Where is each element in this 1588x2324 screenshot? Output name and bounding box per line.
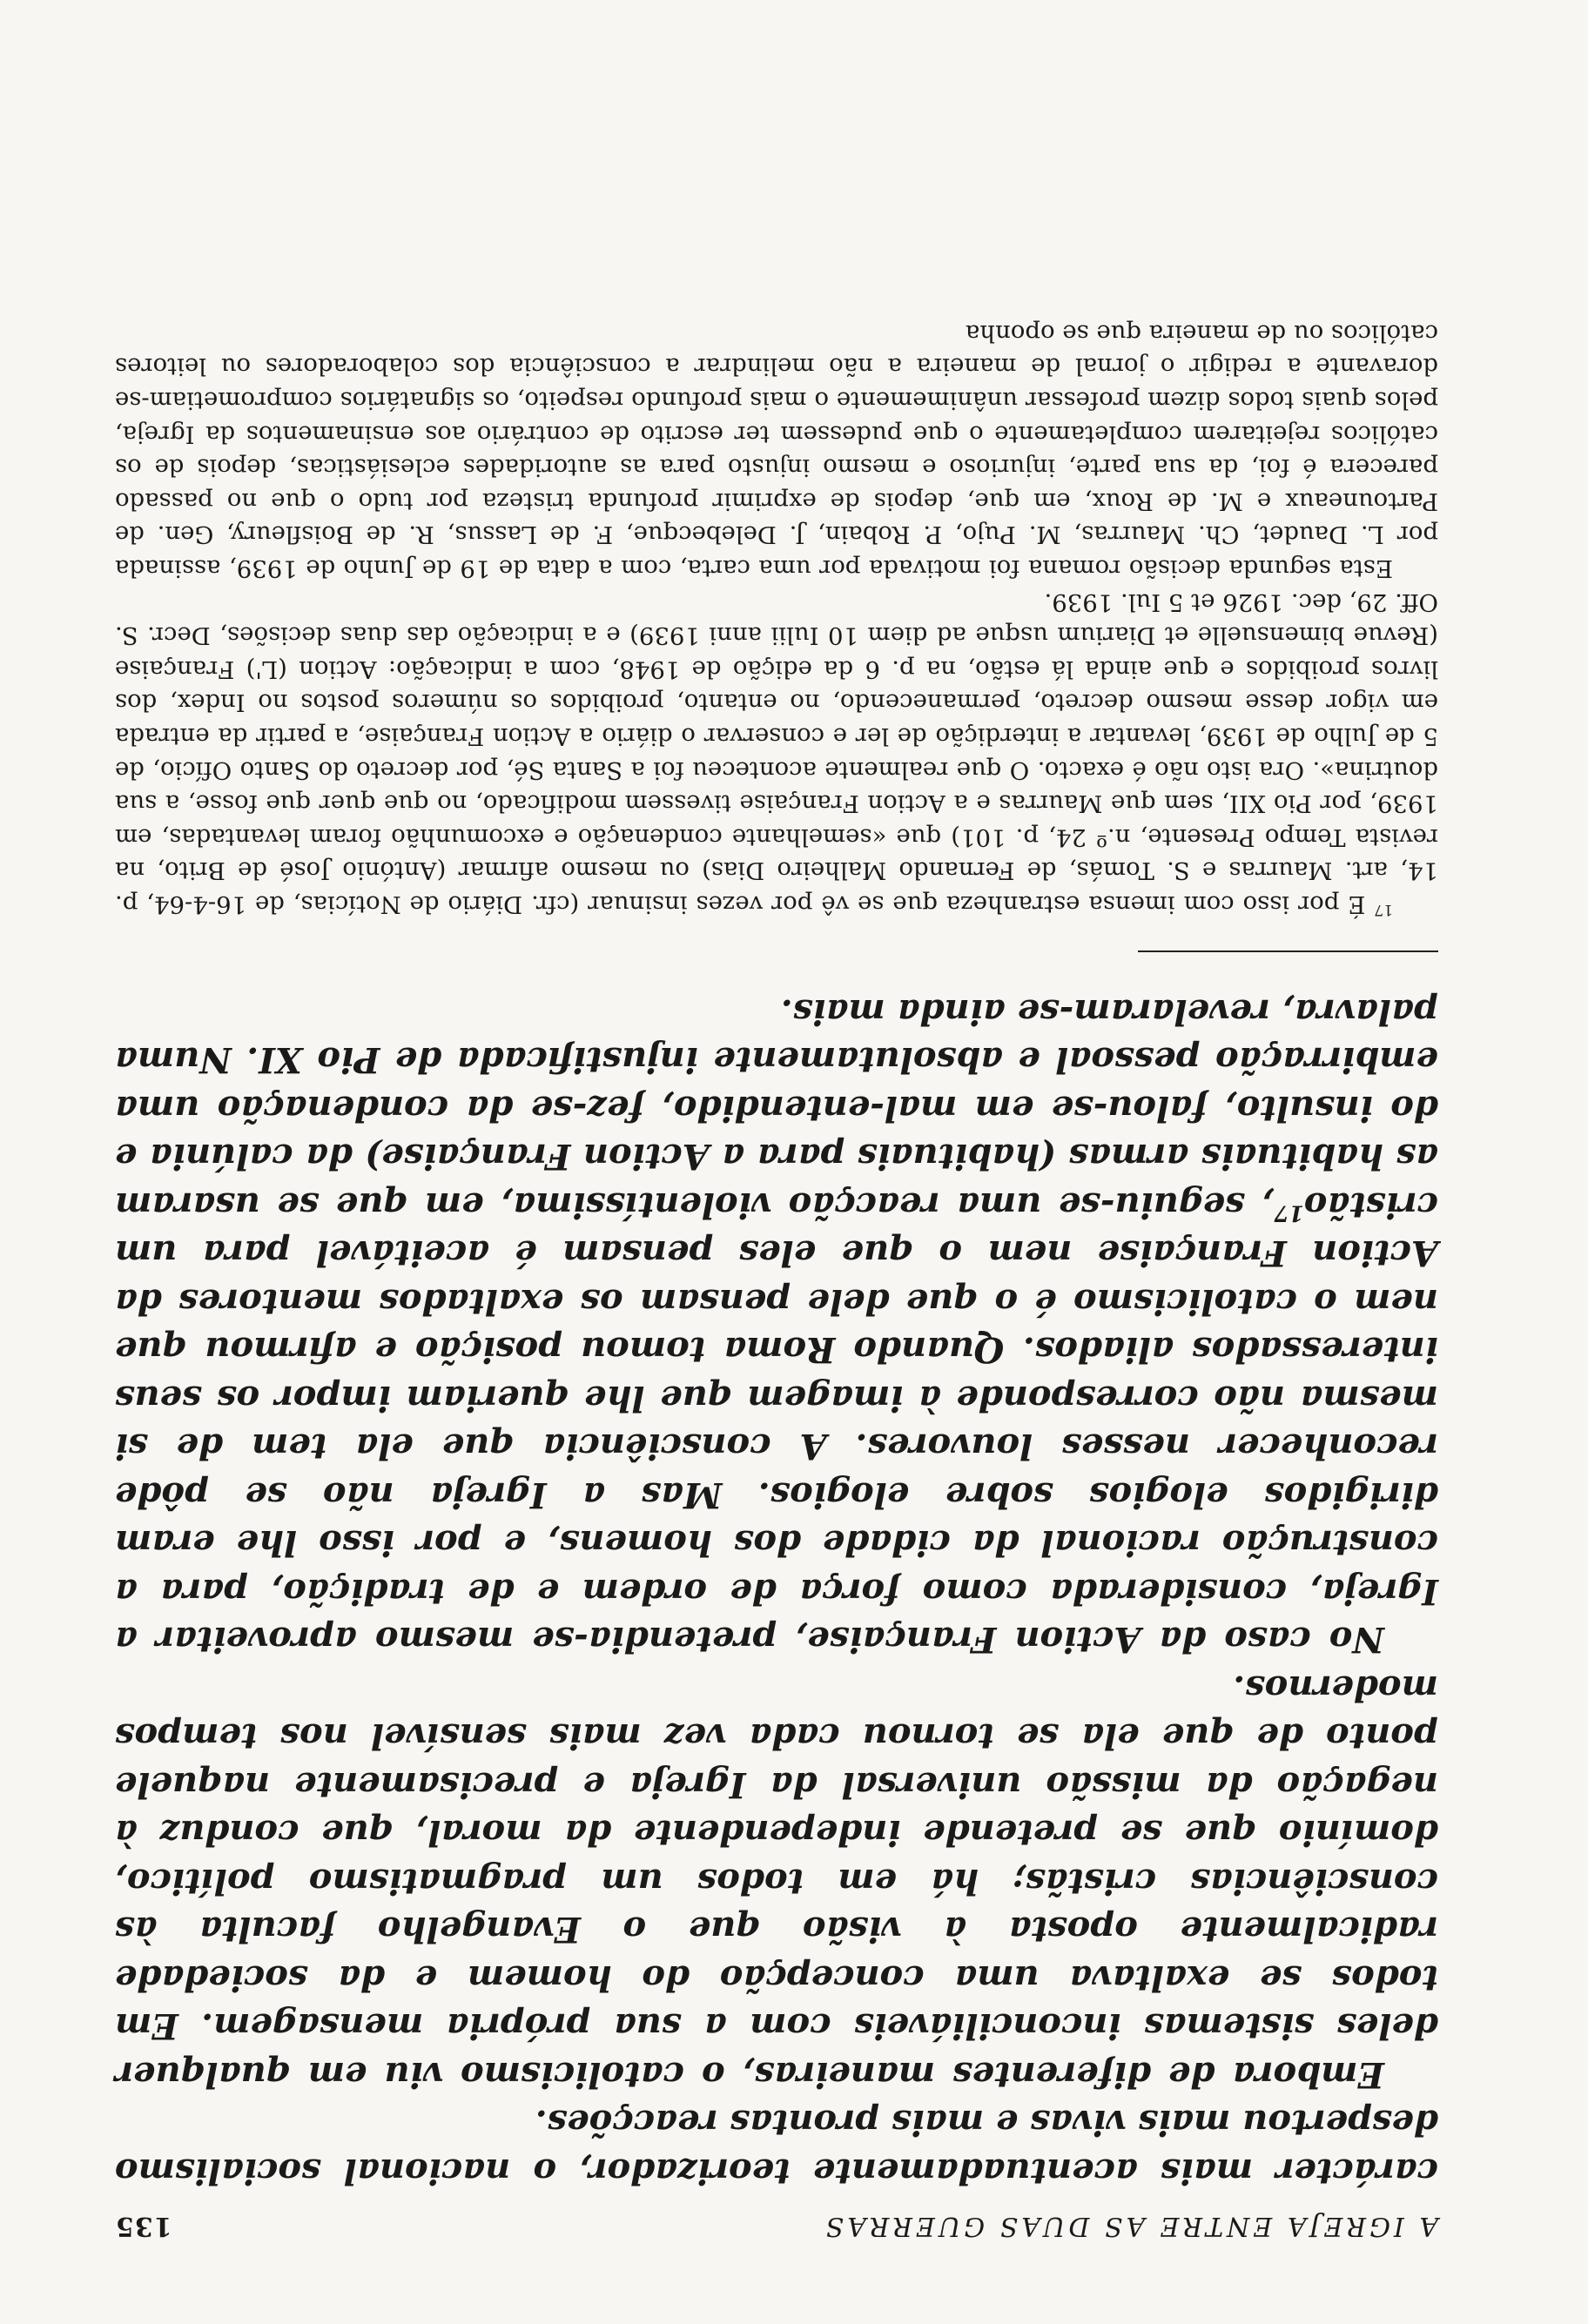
footnote-mark-17: 17 [1374,901,1393,919]
paragraph-3-part-b: , seguiu-se uma reacção violentíssima, em que se usaram as habituais armas (habituais para a Action Française) da calúnia e do insulto, falou-se em mal-entendido, fez-se da condenação uma embirração pessoal e absolutamente injustificada de Pio XI. Numa palavra, revelaram-se ainda mais. [115,991,1438,1226]
footnote-17-continuation: Esta segunda decisão romana foi motivada por uma carta, com a data de 19 de Junho de 1939, assinada por L. Daudet, Ch. Maurras, M. Pujo, P. Robain, J. Delebecque, F. de Lassus, R. de Boisfleury, Gen. de Partouneaux e M. de Roux, em que, depois de exprimir profunda tristeza por tudo o que no passado parecera é foi, da sua parte, injurioso e mesmo injusto para as autoridades eclesiásticas, depois de os católicos rejeitarem completamente o que pudessem ter escrito de contrário aos ensinamentos da Igreja, pelos quais todos dizem professar unânimemente o mais profundo respeito, os signatários comprometiam-se doravante a redigir o jornal de maneira a não melindrar a consciência dos colaboradores ou leitores católicos ou de maneira que se oponha [115,319,1438,583]
paragraph-3-part-a: No caso da Action Française, pretendia-se mesmo aproveitar a Igreja, considerada como força de ordem e de tradição, para a construção racional da cidade dos homens, e por isso lhe eram dirigidos elogios sobre elogios. Mas a Igreja não se pôde reconhecer nesses louvores. A consciência que ela tem de si mesma não corresponde à imagem que lhe queriam impor os seus interessados aliados. Quando Roma tomou posição e afirmou que nem o catolicismo é o que dele pensam os exaltados mentores da Action Française nem o que eles pensam é aceitável para um cristão [115,1185,1438,1661]
running-header [115,2211,1438,2241]
paragraph-1: carácter mais acentuadamente teorizador, o nacional socialismo despertou mais vivas e mais prontas reacções. [115,2102,1438,2192]
paragraph-2: Embora de diferentes maneiras, o catolicismo viu em qualquer deles sistemas inconciliáveis com a sua própria mensagem. Em todos se exaltava uma concepção do homem e da sociedade radicalmente oposta à visão que o Evangelho faculta às consciências cristãs; há em todos um pragmatismo político, domínio que se pretende independente da moral, que conduz à negação da missão universal da Igreja e precisamente naquele ponto de que ela se tornou cada vez mais sensível nos tempos modernos. [115,1668,1438,2095]
footnote-17-text: É por isso com imensa estranheza que se vê por vezes insinuar (cfr. Diário de Notícias, de 16-4-64, p. 14, art. Maurras e S. Tomás, de Fernando Malheiro Dias) ou mesmo afirmar (António José de Brito, na revista Tempo Presente, n.º 24, p. 101) que «semelhante condenação e excomunhão foram levantadas, em 1939, por Pio XII, sem que Maurras e a Action Française tivessem modificado, no que quer que fosse, a sua doutrina». Ora isto não é exacto. O que realmente aconteceu foi a Santa Sé, por decreto do Santo Ofício, de 5 de Julho de 1939, levantar a interdição de ler e conservar o diário a Action Française, a partir da entrada em vigor desse mesmo decreto, permanecendo, no entanto, proibidos os números postos no Index, dos livros proibidos e que ainda lá estão, na p. 6 da edição de 1948, com a indicação: Action (L') Française (Revue bimensuelle et Diarium usque ad diem 10 Iulii anni 1939) e a indicação das duas decisões, Decr. S. Off. 29, dec. 1926 et 5 Iul. 1939. [115,588,1438,918]
footnote-17 [115,585,1438,921]
footnotes [115,316,1438,921]
running-title: A IGREJA ENTRE AS DUAS GUERRAS [822,2211,1438,2241]
paragraph-3 [115,988,1438,1664]
main-text [115,988,1438,2196]
footnote-separator [1138,950,1438,952]
page-number: 135 [115,2211,172,2241]
footnote-reference-17: 17 [1274,1200,1304,1226]
